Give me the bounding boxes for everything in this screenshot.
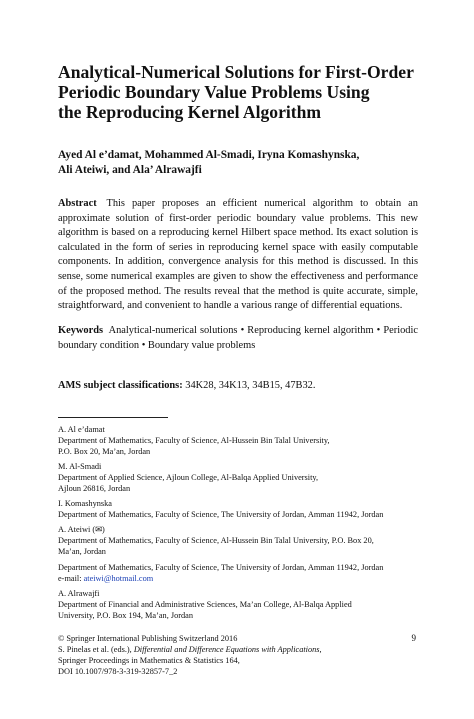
ams-heading: AMS subject classifications: <box>58 380 183 391</box>
publication-footer <box>58 633 418 677</box>
title-line: Periodic Boundary Value Problems Using <box>58 82 370 102</box>
abstract-section <box>58 197 418 314</box>
affiliation-author: A. Al e’damat <box>58 425 105 434</box>
affiliation-line: Department of Mathematics, Faculty of Science, Al-Hussein Bin Talal University, <box>58 436 330 445</box>
email-link[interactable]: ateiwi@hotmail.com <box>83 574 154 583</box>
keywords-heading: Keywords <box>58 325 104 336</box>
page-number: 9 <box>411 633 416 643</box>
affiliation-author: M. Al-Smadi <box>58 462 102 471</box>
citation-line <box>58 644 418 655</box>
affiliation-author: A. Alrawajfi <box>58 589 100 598</box>
citation-suffix: , <box>319 645 322 654</box>
keywords-text: Analytical-numerical solutions • Reproducing kernel algorithm • Periodic boundary condition • Boundary value problems <box>58 325 418 351</box>
affiliation-entry <box>58 424 420 457</box>
ams-classification <box>58 379 418 394</box>
series-line: Springer Proceedings in Mathematics & Statistics 164, <box>58 656 240 665</box>
book-title: Differential and Difference Equations with Applications <box>133 645 320 654</box>
affiliation-line: Department of Financial and Administrative Sciences, Ma’an College, Al-Balqa Applied <box>58 600 352 609</box>
affiliation-author: I. Komashynska <box>58 499 112 508</box>
keywords-section <box>58 324 418 353</box>
title-line: Analytical-Numerical Solutions for First-Order <box>58 62 414 82</box>
affiliation-line: Ajloun 26816, Jordan <box>58 484 131 493</box>
citation-prefix: S. Pinelas et al. (eds.), <box>58 645 134 654</box>
affiliation-line: University, P.O. Box 194, Ma’an, Jordan <box>58 611 193 620</box>
doi-line: DOI 10.1007/978-3-319-32857-7_2 <box>58 667 178 676</box>
email-label: e-mail: <box>58 574 84 583</box>
affiliation-entry <box>58 498 420 520</box>
author-line: Ayed Al e’damat, Mohammed Al-Smadi, Iryna Komashynska, <box>58 149 360 161</box>
ams-codes: 34K28, 34K13, 34B15, 47B32. <box>182 380 316 391</box>
copyright-line: © Springer International Publishing Switzerland 2016 <box>58 634 238 643</box>
author-line: Ali Ateiwi, and Ala’ Alrawajfi <box>58 164 202 176</box>
corresponding-author: A. Ateiwi (✉) <box>58 525 105 534</box>
footnote-divider <box>58 417 168 418</box>
affiliation-line: Department of Mathematics, Faculty of Science, Al-Hussein Bin Talal University, P.O. Box 20, <box>58 536 374 545</box>
affiliation-entry <box>58 588 420 621</box>
affiliation-entry <box>58 461 420 494</box>
affiliation-line: Department of Mathematics, Faculty of Science, The University of Jordan, Amman 11942, Jordan <box>58 563 384 572</box>
affiliation-line: P.O. Box 20, Ma’an, Jordan <box>58 447 151 456</box>
affiliation-line: Department of Applied Science, Ajloun College, Al-Balqa Applied University, <box>58 473 319 482</box>
abstract-text: This paper proposes an efficient numerical algorithm to obtain an approximate solution of first-order periodic boundary value problems. This new algorithm is based on a reproducing kernel Hilbert space method. Its exact solution is calculated in the form of series in reproducing kernel space with easily computable components. In addition, convergence analysis for this method is discussed. In this sense, some numerical examples are given to show the effectiveness and performance of the proposed method. The results reveal that the method is quite accurate, simple, straightforward, and convenient to handle a various range of differential equations. <box>58 198 418 312</box>
affiliation-entry <box>58 562 420 584</box>
affiliation-line: Department of Mathematics, Faculty of Science, The University of Jordan, Amman 11942, Jordan <box>58 510 384 519</box>
author-list <box>58 148 418 178</box>
title-line: the Reproducing Kernel Algorithm <box>58 102 322 122</box>
affiliation-line: Ma’an, Jordan <box>58 547 106 556</box>
abstract-heading: Abstract <box>58 198 97 209</box>
affiliation-entry <box>58 524 420 557</box>
affiliations <box>58 424 420 625</box>
paper-title <box>58 62 418 122</box>
